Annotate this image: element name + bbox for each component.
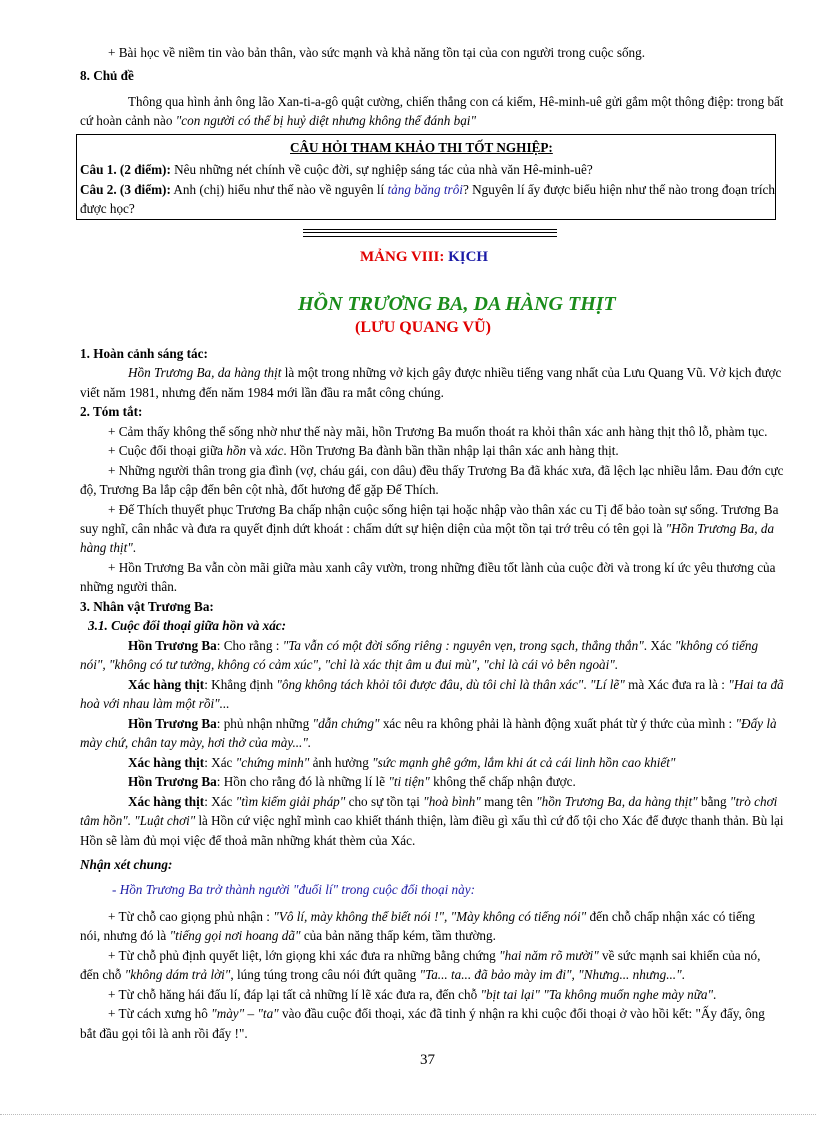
nx-p4-line1 [108, 1004, 765, 1024]
s2-bullet1: + Cảm thấy không thể sống nhờ như thế này mãi, hồn Trương Ba muốn thoát ra khỏi thân xác anh hàng thịt thô lỗ, phàm tục. [108, 424, 768, 439]
nx-p1-line2 [80, 926, 496, 946]
d2-a: : Khẳng định [204, 677, 277, 692]
nx-p2-l2-quote2: "Ta... ta... đã bảo mày im đi", "Nhưng... nhưng..." [419, 967, 682, 982]
s1-work-title: Hồn Trương Ba, da hàng thịt [128, 365, 282, 380]
mang-word: KỊCH [448, 249, 489, 265]
dialog-3-line2: mày chứ, chân tay mày, hơi thở của mày...". [80, 735, 312, 750]
d3-quote: "dẫn chứng" [312, 716, 380, 731]
nx-p4-b: vào đầu cuộc đối thoại, xác đã tinh ý nhận ra khi cuộc đối thoại ở vào hồi kết: "Ấy đấy, ông [278, 1006, 765, 1021]
nx-blue-line [112, 880, 475, 900]
d4-quote: "chứng minh" [235, 755, 310, 770]
nx-p3-quote: "bịt tai lại" "Ta không muốn nghe mày nữa" [480, 987, 714, 1002]
d6-quote3: "hồn Trương Ba, da hàng thịt" [536, 794, 698, 809]
d3-a: : phủ nhận những [216, 716, 313, 731]
work-title: HỒN TRƯƠNG BA, DA HÀNG THỊT [298, 293, 616, 315]
s2-bullet4-line1: + Đế Thích thuyết phục Trương Ba chấp nhận cuộc sống hiện tại hoặc nhập vào thân xác cu Tị để bảo toàn sự sống. Trương Ba [108, 502, 779, 517]
q1-text: Nêu những nét chính về cuộc đời, sự nghiệp sáng tác của nhà văn Hê-minh-uê? [170, 162, 593, 177]
s2-b4-l2-q: "Hồn Trương Ba, da [665, 521, 775, 536]
exam-q1 [80, 160, 593, 180]
section-separator [303, 229, 557, 237]
sec8-quote: "con người có thể bị huỷ diệt nhưng không thể đánh bại" [175, 113, 476, 128]
exam-q2-line2: được học? [80, 201, 135, 216]
nx-p4-a: + Từ cách xưng hô [108, 1006, 212, 1021]
s2-bullet4-line3 [80, 538, 136, 558]
speaker-xac: Xác hàng thịt [128, 794, 205, 809]
nx-p2-a: + Từ chỗ phủ định quyết liệt, lớn giọng khi xác đưa ra những bằng chứng [108, 948, 500, 963]
dialog-1-line2: nói", "không có tư tưởng, không có cảm xúc", "chỉ là xác thịt âm u đui mù", "chỉ là cái vỏ bên ngoài". [80, 657, 619, 672]
dialog-3-line1 [128, 714, 777, 734]
s2-b2-hon: hồn [226, 443, 247, 458]
d6-b: cho sự tồn tại [345, 794, 424, 809]
d4-b: ảnh hưởng [309, 755, 373, 770]
s2-bullet5-line2: những người thân. [80, 579, 178, 594]
s2-b2-b: . Hồn Trương Ba đành bần thần nhập lại thân xác anh hàng thịt. [283, 443, 619, 458]
nx-p2-l2-a: đến chỗ [80, 967, 125, 982]
s3-subheading: 3.1. Cuộc đối thoại giữa hồn và xác: [88, 618, 287, 633]
nx-p1-b: đến chỗ chấp nhận xác có tiếng [586, 909, 756, 924]
dialog-6-line3: Hồn sẽ làm đủ mọi việc để thoả mãn những khát thèm của Xác. [80, 833, 416, 848]
nx-p4-line2: bắt đầu gọi tôi là anh rồi đấy !". [80, 1026, 248, 1041]
d5-b: không thể chấp nhận được. [429, 774, 576, 789]
d6-quote2: "hoà bình" [423, 794, 481, 809]
speaker-hon: Hồn Trương Ba [128, 774, 217, 789]
nx-p4-quote: "mày" – "ta" [211, 1006, 279, 1021]
s2-b2-xac: xác [265, 443, 284, 458]
nx-p2-line2 [80, 965, 685, 985]
d6-quote: "tìm kiếm giải pháp" [235, 794, 346, 809]
s2-b4-l3-q: hàng thịt" [80, 540, 133, 555]
s2-bullet4-line2 [80, 519, 774, 539]
nx-p2-l2-b: , lúng túng trong câu nói đứt quãng [230, 967, 420, 982]
mang-prefix: MẢNG VIII: [360, 249, 449, 265]
s2-bullet2 [108, 441, 619, 461]
d1-a: : Cho rằng : [216, 638, 283, 653]
sec8-line2-pre: cứ hoàn cảnh nào [80, 113, 176, 128]
s2-b4-l3-end: . [132, 540, 137, 555]
dialog-2-line1 [128, 675, 784, 695]
s2-b2-a: + Cuộc đối thoại giữa [108, 443, 227, 458]
q2-text-a: Anh (chị) hiểu như thế nào về nguyên lí [170, 182, 388, 197]
d6-l2-b: là Hồn cứ việc nghĩ mình cao khiết thánh thiện, làm điều gì xấu thì cứ đổ tội cho Xác để được thanh thản. Bù lại [195, 813, 784, 828]
nx-blue-a: - Hồn Trương Ba trở thành người [112, 882, 293, 897]
s1-line2: viết năm 1981, nhưng đến năm 1984 mới lần đầu ra mắt công chúng. [80, 385, 444, 400]
exam-q2 [80, 180, 775, 200]
d4-quote2: "sức mạnh ghê gớm, lắm khi át cả cái linh hồn cao khiết" [372, 755, 676, 770]
d4-a: : Xác [204, 755, 236, 770]
nx-p1-l2-quote: "tiếng gọi nơi hoang dã" [169, 928, 301, 943]
dialog-1-line1 [128, 636, 758, 656]
nx-p1-l2-a: nói, nhưng đó là [80, 928, 170, 943]
nx-p2-l2-c: . [681, 967, 685, 982]
s2-b2-va: và [246, 443, 266, 458]
dialog-5 [128, 772, 576, 792]
d6-c: mang tên [480, 794, 537, 809]
d5-quote: "ti tiện" [388, 774, 430, 789]
q2-text-b: ? Nguyên lí ấy được biểu hiện như thế nào trong đoạn trích [462, 182, 775, 197]
d1-b: . Xác [643, 638, 675, 653]
d1-quote2: "không có tiếng [674, 638, 759, 653]
d2-quote2: "Lí lẽ" [589, 677, 625, 692]
s2-bullet5-line1: + Hồn Trương Ba vẫn còn mãi giữa màu xanh cây vườn, trong những điều tốt lành của cuộc đời và trong kí ức yêu thương của [108, 560, 776, 575]
d2-b: . [583, 677, 590, 692]
dialog-4 [128, 753, 675, 773]
s1-line1 [128, 363, 781, 383]
nx-p2-quote: "hai năm rõ mười" [499, 948, 599, 963]
dialog-2-line2: hoà với nhau làm một rồi"... [80, 696, 230, 711]
d5-a: : Hồn cho rằng đó là những lí lẽ [216, 774, 389, 789]
nx-blue-quote: "đuối lí" [292, 882, 339, 897]
s2-b4-l2-a: suy nghĩ, cân nhắc và đưa ra quyết định dứt khoát : chấm dứt sự hiện diện của một tồn tại trớ trêu có tên gọi là [80, 521, 666, 536]
d2-c: mà Xác đưa ra là : [624, 677, 729, 692]
sec8-line2 [80, 111, 476, 131]
nx-heading: Nhận xét chung: [80, 857, 173, 872]
speaker-xac: Xác hàng thịt [128, 677, 205, 692]
d6-a: : Xác [204, 794, 236, 809]
nx-p1-a: + Từ chỗ cao giọng phủ nhận : [108, 909, 274, 924]
nx-p2-b: về sức mạnh sai khiến của nó, [598, 948, 761, 963]
nx-blue-b: trong cuộc đối thoại này: [338, 882, 475, 897]
d2-quote3: "Hai ta đã [728, 677, 784, 692]
s2-bullet3-line2: độ, Trương Ba lắp cập đến bên cột nhà, đốt hương để gặp Đế Thích. [80, 482, 439, 497]
q1-label: Câu 1. (2 điểm): [80, 162, 171, 177]
q2-label: Câu 2. (3 điểm): [80, 182, 171, 197]
top-bullet: + Bài học về niềm tin vào bản thân, vào sức mạnh và khả năng tồn tại của con người trong cuộc sống. [108, 45, 646, 60]
nx-p3-b: . [713, 987, 717, 1002]
d6-quote4: "trò chơi [729, 794, 778, 809]
nx-p1-quote: "Vô lí, mày không thể biết nói !", "Mày không có tiếng nói" [273, 909, 587, 924]
nx-p2-line1 [108, 946, 760, 966]
s1-line1-rest: là một trong những vở kịch gây được nhiều tiếng vang nhất của Lưu Quang Vũ. Vở kịch được [281, 365, 782, 380]
d3-b: xác nêu ra không phải là hành động xuất phát từ ý thức của mình : [379, 716, 736, 731]
mang-heading [360, 247, 488, 267]
d6-d: bằng [697, 794, 730, 809]
page-footer-rule [0, 1114, 816, 1115]
work-author: (LƯU QUANG VŨ) [355, 319, 491, 336]
dialog-6-line2 [80, 811, 784, 831]
speaker-hon: Hồn Trương Ba [128, 638, 217, 653]
s2-bullet3-line1: + Những người thân trong gia đình (vợ, cháu gái, con dâu) đều thấy Trương Ba đã khác xưa, đã lệch lạc nhiều lắm. Đau đớn cực [108, 463, 784, 478]
exam-box-title: CÂU HỎI THAM KHẢO THI TỐT NGHIỆP: [290, 140, 553, 155]
q2-term: tảng băng trôi [387, 182, 463, 197]
speaker-xac: Xác hàng thịt [128, 755, 205, 770]
d3-quote2: "Đấy là [735, 716, 777, 731]
nx-p3-a: + Từ chỗ hăng hái đấu lí, đáp lại tất cả những lí lẽ xác đưa ra, đến chỗ [108, 987, 481, 1002]
s2-heading: 2. Tóm tắt: [80, 404, 143, 419]
sec8-heading: 8. Chủ đề [80, 68, 134, 83]
page-number: 37 [420, 1052, 435, 1068]
d2-quote: "ông không tách khỏi tôi được đâu, dù tôi chỉ là thân xác" [276, 677, 584, 692]
speaker-hon: Hồn Trương Ba [128, 716, 217, 731]
d1-quote: "Ta vẫn có một đời sống riêng : nguyên vẹn, trong sạch, thẳng thắn" [282, 638, 644, 653]
s1-heading: 1. Hoàn cảnh sáng tác: [80, 346, 208, 361]
s3-heading: 3. Nhân vật Trương Ba: [80, 599, 214, 614]
dialog-6-line1 [128, 792, 777, 812]
nx-p3 [108, 985, 716, 1005]
nx-p1-l2-b: của bản năng thấp kém, tầm thường. [300, 928, 496, 943]
d6-l2-quote: tâm hồn". "Luật chơi" [80, 813, 196, 828]
nx-p1-line1 [108, 907, 755, 927]
nx-p2-l2-quote: "không dám trả lời" [124, 967, 231, 982]
sec8-line1: Thông qua hình ảnh ông lão Xan-ti-a-gô quật cường, chiến thắng con cá kiếm, Hê-minh-uê gửi gắm một thông điệp: trong bất [128, 94, 784, 109]
